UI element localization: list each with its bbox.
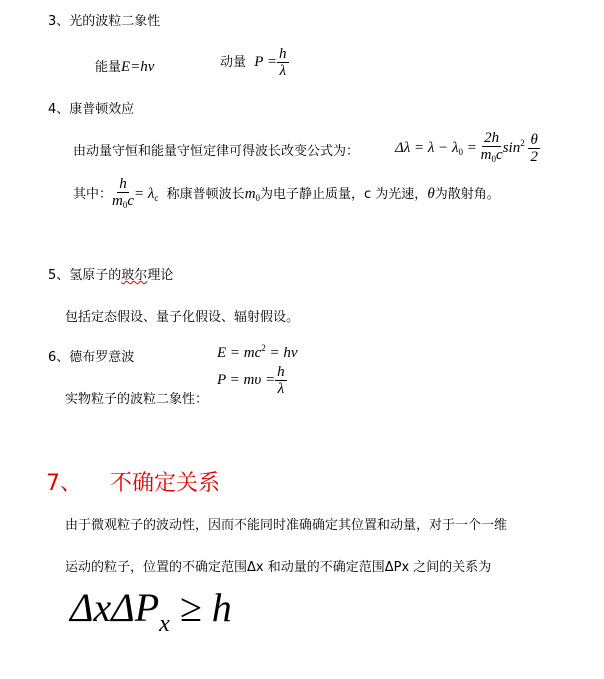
de-broglie-energy-formula: $E = mc^2 = h\nu$ xyxy=(217,343,298,361)
uncertainty-text-1: 由于微观粒子的波动性，因而不能同时准确确定其位置和动量，对于一个一维 xyxy=(65,518,508,533)
energy-formula: E=hν xyxy=(121,59,155,75)
section-3-heading: 3、光的波粒二象性 xyxy=(48,14,161,29)
uncertainty-text-2: 运动的粒子，位置的不确定范围Δx 和动量的不确定范围ΔPx 之间的关系为 xyxy=(65,560,492,575)
uncertainty-formula: ΔxΔP$_x$ ≥ h xyxy=(70,585,232,637)
de-broglie-momentum-formula: P = mυ = $\frac{h}{\lambda}$ xyxy=(217,364,285,397)
section-6-heading: 6、德布罗意波 xyxy=(48,350,135,365)
momentum-formula: 动量 P = $\frac{h}{\lambda}$ xyxy=(220,46,287,79)
compton-text: 由动量守恒和能量守恒定律可得波长改变公式为： xyxy=(73,144,360,159)
section-4-heading: 4、康普顿效应 xyxy=(48,102,135,117)
wave-particle-text: 实物粒子的波粒二象性： xyxy=(65,392,209,407)
bohr-text: 包括定态假设、量子化假设、辐射假设。 xyxy=(65,310,300,325)
section-7-heading: 7、 不确定关系 xyxy=(46,471,220,496)
section-5-heading: 5、氢原子的玻尔理论 xyxy=(48,268,174,283)
energy-label: 能量E=hν xyxy=(95,59,155,75)
compton-wavelength-text: 其中： $\frac{h}{m_0c}$ = $\lambda_c$ 称康普顿波长$m_0$为电子静止质量，c 为光速，θ为散射角。 xyxy=(73,176,500,210)
compton-formula: $\Delta\lambda = \lambda - \lambda_0$ = $\frac{2h}{m_0c}$ $\sin^2$ $\frac{\theta}{2}$ xyxy=(395,130,538,165)
